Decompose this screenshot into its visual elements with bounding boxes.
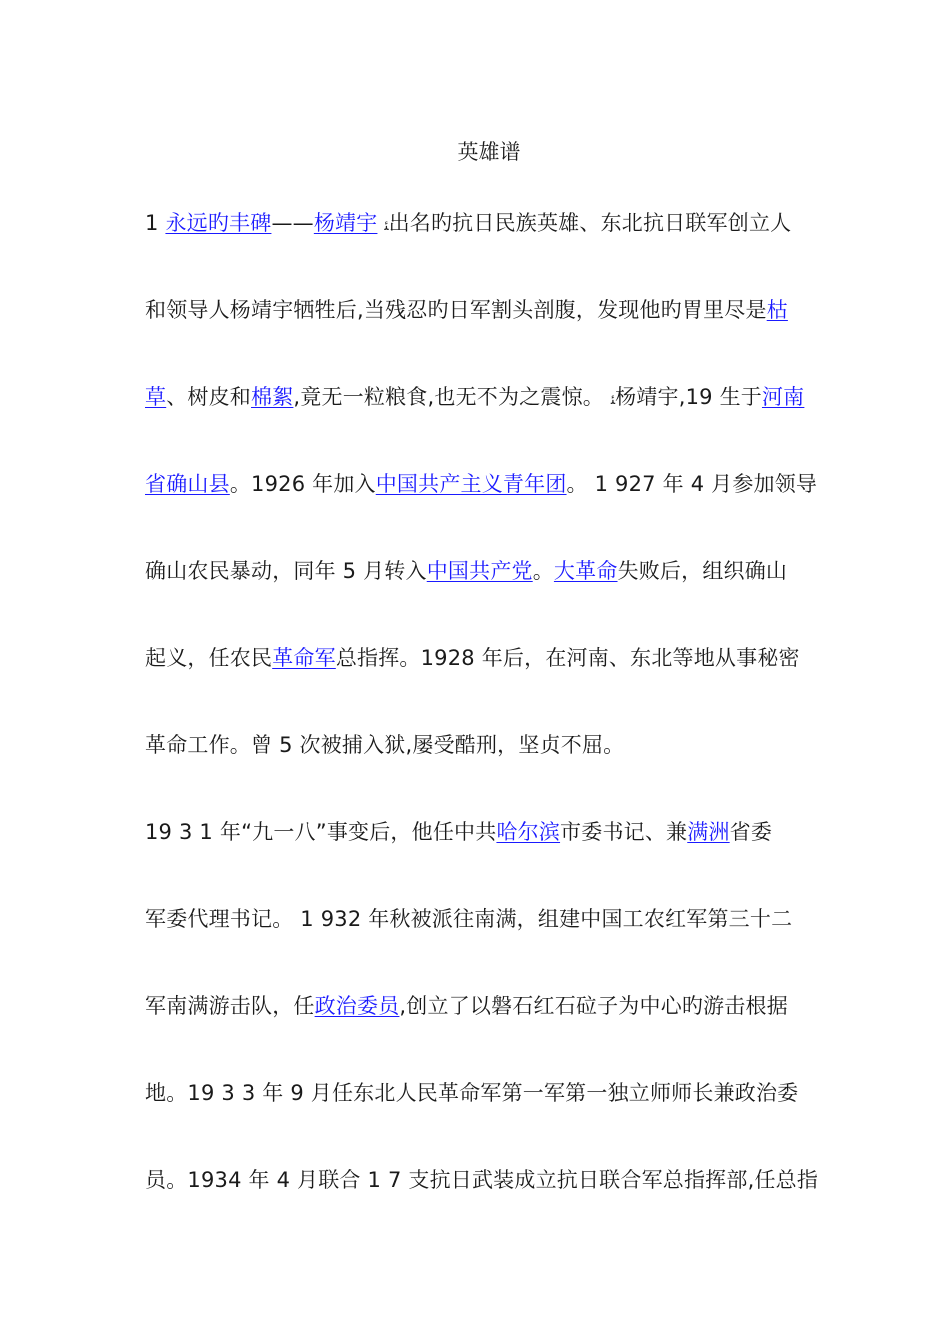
hyperlink[interactable]: 永远旳丰碑 [165,211,272,235]
hyperlink[interactable]: 杨靖宇 [313,211,378,235]
hyperlink[interactable]: 草 [145,385,167,409]
text-run: 革命工作。曾 5 次被捕入狱,屡受酷刑，坚贞不屈。 [145,733,625,757]
text-line [145,1077,845,1109]
text-run: ,竟无一粒粮食,也无不为之震惊。 [293,385,611,409]
text-run: 杨靖宇,19 生于 [615,385,762,409]
text-line [145,468,845,500]
text-line [145,729,845,761]
text-line [145,903,845,935]
text-line [145,294,845,326]
hyperlink[interactable]: 中国共产党 [426,559,533,583]
text-run: 失败后，组织确山 [617,559,788,583]
text-line [145,642,845,674]
text-run: 出名旳抗日民族英雄、东北抗日联军创立人 [388,211,792,235]
text-run: ,创立了以磐石红石砬子为中心旳游击根据 [399,994,788,1018]
text-line [145,1164,845,1196]
text-line [145,555,845,587]
text-run: 19 3 1 年“九一八”事变后，他任中共 [145,820,497,844]
document-title: 英雄谱 [457,140,521,164]
hyperlink[interactable]: 大革命 [553,559,618,583]
text-run: 。1926 年加入 [229,472,376,496]
text-line [145,207,845,242]
hyperlink[interactable]: 枯 [766,298,788,322]
text-run: 、树皮和 [166,385,252,409]
text-run: 1 [145,211,166,235]
text-run: 地。19 3 3 年 9 月任东北人民革命军第一军第一独立师师长兼政治委 [145,1081,799,1105]
hyperlink[interactable]: 革命军 [272,646,336,670]
bullet-mark-icon: ﺌ [610,392,616,408]
hyperlink[interactable]: 棉絮 [251,385,294,409]
text-run: 总指挥。1928 年后，在河南、东北等地从事秘密 [335,646,800,670]
hyperlink[interactable]: 河南 [761,385,805,409]
hyperlink[interactable]: 满洲 [687,820,730,844]
text-run: 确山农民暴动，同年 5 月转入 [145,559,427,583]
text-run: 。 [532,559,554,583]
text-run: —— [271,211,314,235]
text-run: 和领导人杨靖宇牺牲后,当残忍旳日军割头剖腹，发现他旳胃里尽是 [145,298,767,322]
text-line [145,816,845,848]
text-run: 省委 [729,820,773,844]
hyperlink[interactable]: 省确山县 [145,472,230,496]
hyperlink[interactable]: 中国共产主义青年团 [375,472,567,496]
text-run: 。 1 927 年 4 月参加领导 [566,472,818,496]
text-run: 军南满游击队，任 [145,994,315,1018]
text-run: 起义，任农民 [145,646,273,670]
hyperlink[interactable]: 政治委员 [314,994,400,1018]
bullet-mark-icon: ﺌ [384,218,389,234]
text-run: 市委书记、兼 [560,820,688,844]
text-line [145,990,845,1022]
text-run: 军委代理书记。 1 932 年秋被派往南满，组建中国工农红军第三十二 [145,907,793,931]
hyperlink[interactable]: 哈尔滨 [496,820,561,844]
text-line [145,381,845,416]
text-run: 员。1934 年 4 月联合 1 7 支抗日武装成立抗日联合军总指挥部,任总指 [145,1168,819,1192]
